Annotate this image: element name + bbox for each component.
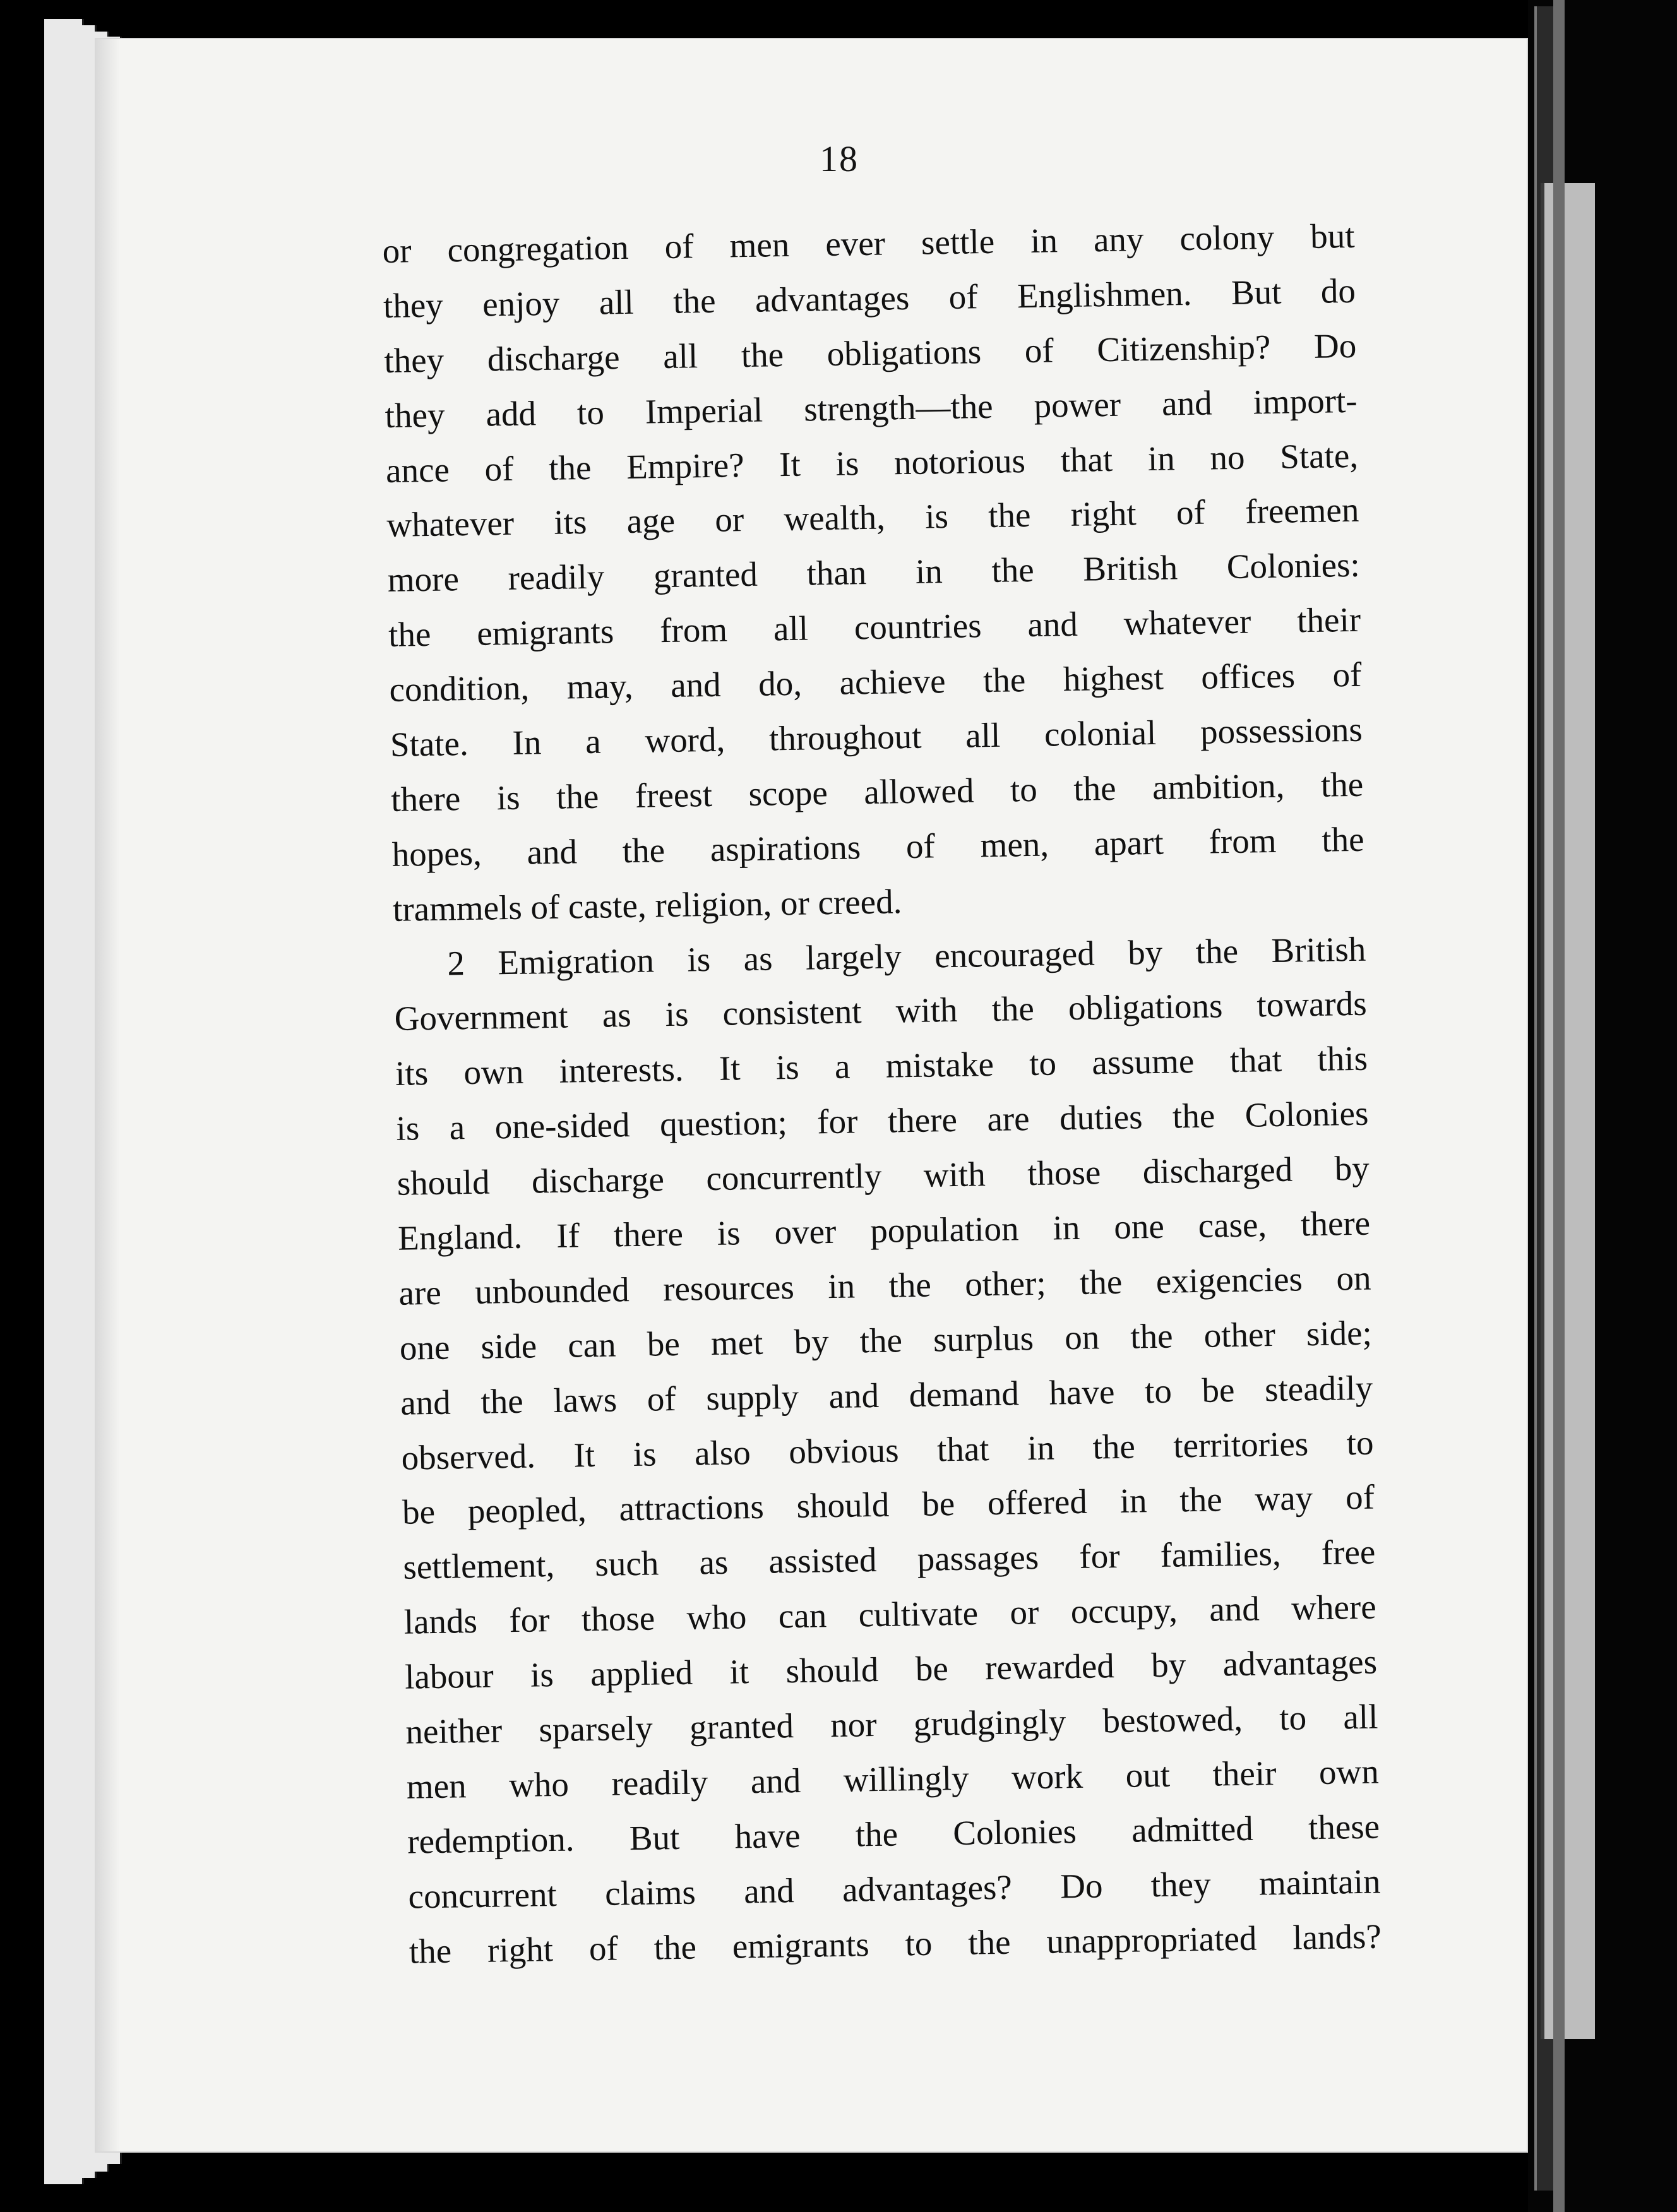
- text-line: more readily granted than in the British Colonies:: [387, 545, 1361, 600]
- text-line: redemption. But have the Colonies admitted these: [407, 1807, 1380, 1861]
- text-line: observed. It is also obvious that in the territories to: [401, 1423, 1374, 1477]
- text-line: they discharge all the obligations of Citizenship? Do: [383, 326, 1357, 380]
- text-line: hopes, and the aspirations of men, apart from the: [391, 819, 1364, 874]
- body-text: [382, 209, 1382, 1979]
- binding-edge: [1553, 0, 1565, 2212]
- text-line: labour is applied it should be rewarded by advantages: [404, 1642, 1378, 1696]
- text-line: there is the freest scope allowed to the ambition, the: [390, 764, 1364, 819]
- text-line: neither sparsely granted nor grudgingly bestowed, to all: [405, 1697, 1378, 1751]
- text-line: men who readily and willingly work out their own: [406, 1752, 1380, 1806]
- text-line: whatever its age or wealth, is the right of freemen: [386, 491, 1359, 545]
- text-line: England. If there is over population in one case, there: [397, 1203, 1371, 1258]
- text-line: its own interests. It is a mistake to assume that this: [395, 1039, 1368, 1093]
- text-line: the emigrants from all countries and whatever their: [388, 600, 1361, 655]
- text-line: is a one-sided question; for there are duties the Colonies: [396, 1093, 1369, 1148]
- text-line: condition, may, and do, achieve the highest offices of: [389, 655, 1362, 710]
- page-gutter-shadow: [95, 38, 120, 2153]
- text-line: ance of the Empire? It is notorious that in no State,: [385, 436, 1359, 490]
- text-line: Government as is consistent with the obligations towards: [394, 984, 1368, 1038]
- text-line: State. In a word, throughout all colonial possessions: [390, 710, 1363, 764]
- text-line: or congregation of men ever settle in any colony but: [382, 216, 1355, 270]
- text-line: they enjoy all the advantages of Englishmen. But do: [383, 271, 1356, 325]
- page-number: 18: [820, 138, 859, 179]
- text-line: are unbounded resources in the other; the exigencies on: [398, 1258, 1371, 1312]
- text-line: should discharge concurrently with those discharged by: [397, 1148, 1370, 1203]
- text-line: concurrent claims and advantages? Do they maintain: [408, 1862, 1381, 1916]
- binding-sheet: [1541, 183, 1595, 2039]
- text-line: be peopled, attractions should be offered in the way of: [402, 1478, 1375, 1532]
- text-line: they add to Imperial strength—the power and import-: [385, 381, 1358, 435]
- text-line: 2 Emigration is as largely encouraged by the British: [446, 929, 1366, 983]
- text-line: the right of the emigrants to the unappropriated lands?: [409, 1917, 1382, 1971]
- text-line: trammels of caste, religion, or creed.: [392, 881, 902, 929]
- text-line: and the laws of supply and demand have to be steadily: [400, 1368, 1373, 1422]
- text-line: one side can be met by the surplus on the other side;: [399, 1313, 1373, 1367]
- text-line: settlement, such as assisted passages for families, free: [402, 1532, 1376, 1587]
- text-line: lands for those who can cultivate or occupy, and where: [403, 1587, 1377, 1641]
